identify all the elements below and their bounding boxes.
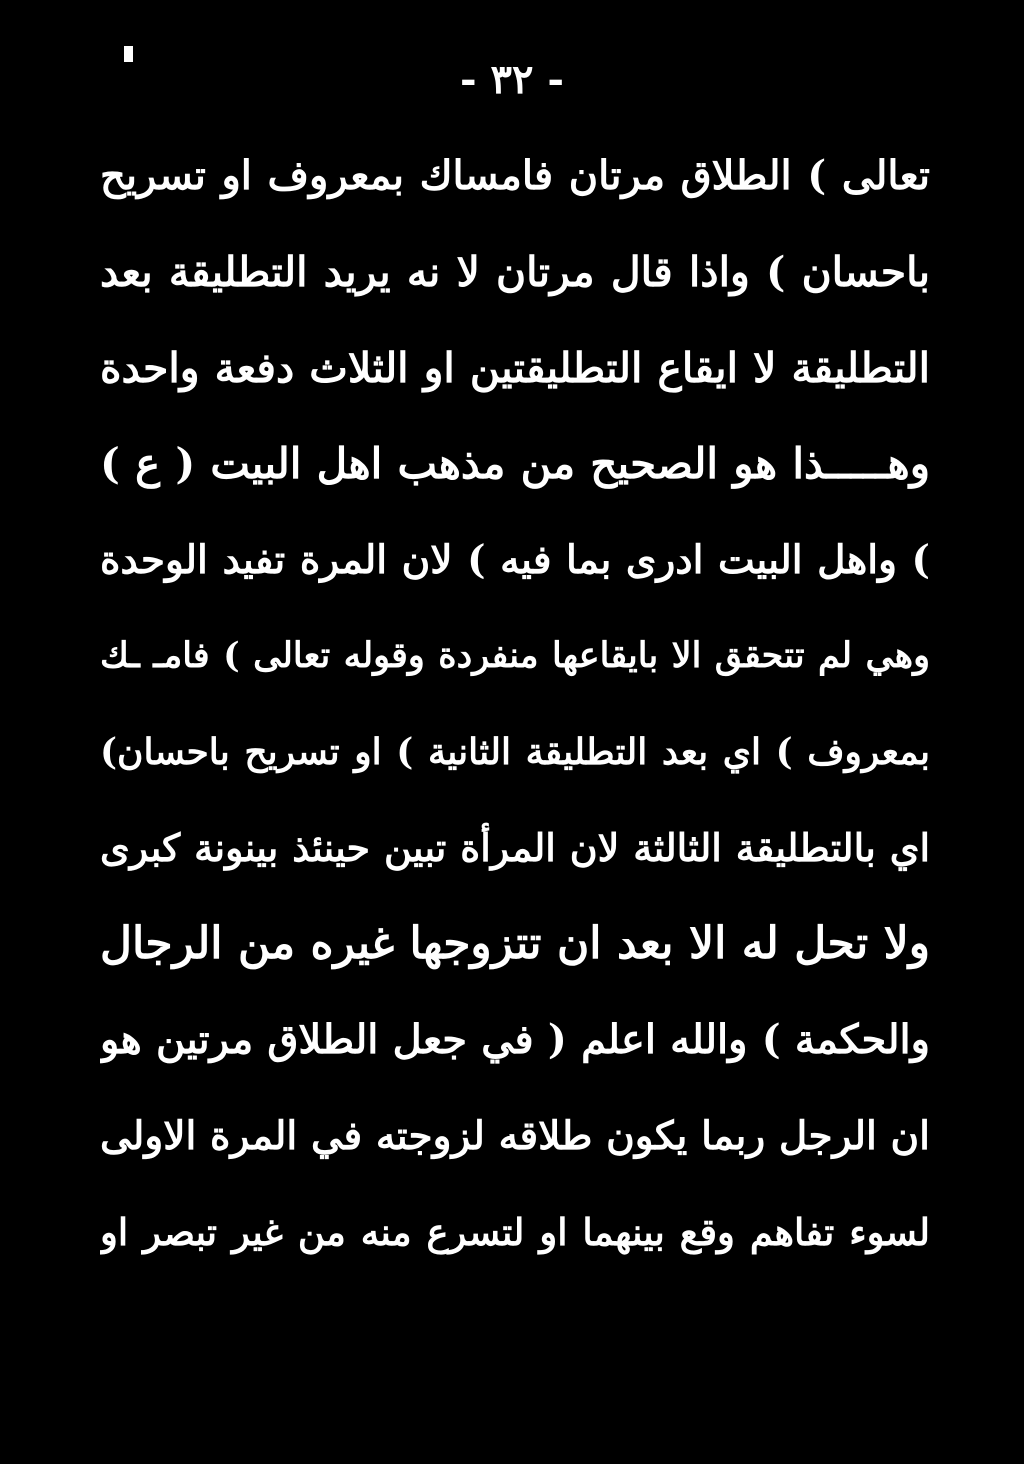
page-number: - ٣٢ - [459,56,565,103]
text-line: ان الرجل ربما يكون طلاقه لزوجته في المرة الاولى [100,1113,930,1159]
text-line: وهـــــذا هو الصحيح من مذهب اهل البيت ( ع ) [100,439,930,488]
text-line: باحسان ) واذا قال مرتان لا نه يريد التطليقة بعد [100,248,930,296]
text-line: والحكمة ) والله اعلم ( في جعل الطلاق مرتين هو [100,1016,930,1063]
text-line: لسوء تفاهم وقع بينهما او لتسرع منه من غير تبصر او [100,1210,930,1254]
text-line: ولا تحل له الا بعد ان تتزوجها غيره من الرجال [100,918,930,969]
text-line: اي بالتطليقة الثالثة لان المرأة تبين حينئذ بينونة كبرى [100,825,930,870]
text-line: ) واهل البيت ادرى بما فيه ) لان المرة تفيد الوحدة [100,537,930,583]
text-line: بمعروف ) اي بعد التطليقة الثانية ) او تسريح باحسان) [100,731,930,773]
text-line: تعالى ) الطلاق مرتان فامساك بمعروف او تسريح [100,152,930,199]
text-line: التطليقة لا ايقاع التطليقتين او الثلاث دفعة واحدة [100,344,930,392]
body-text [100,128,930,1280]
text-line: وهي لم تتحقق الا بايقاعها منفردة وقوله تعالى ) فامـ ـك [100,635,930,676]
